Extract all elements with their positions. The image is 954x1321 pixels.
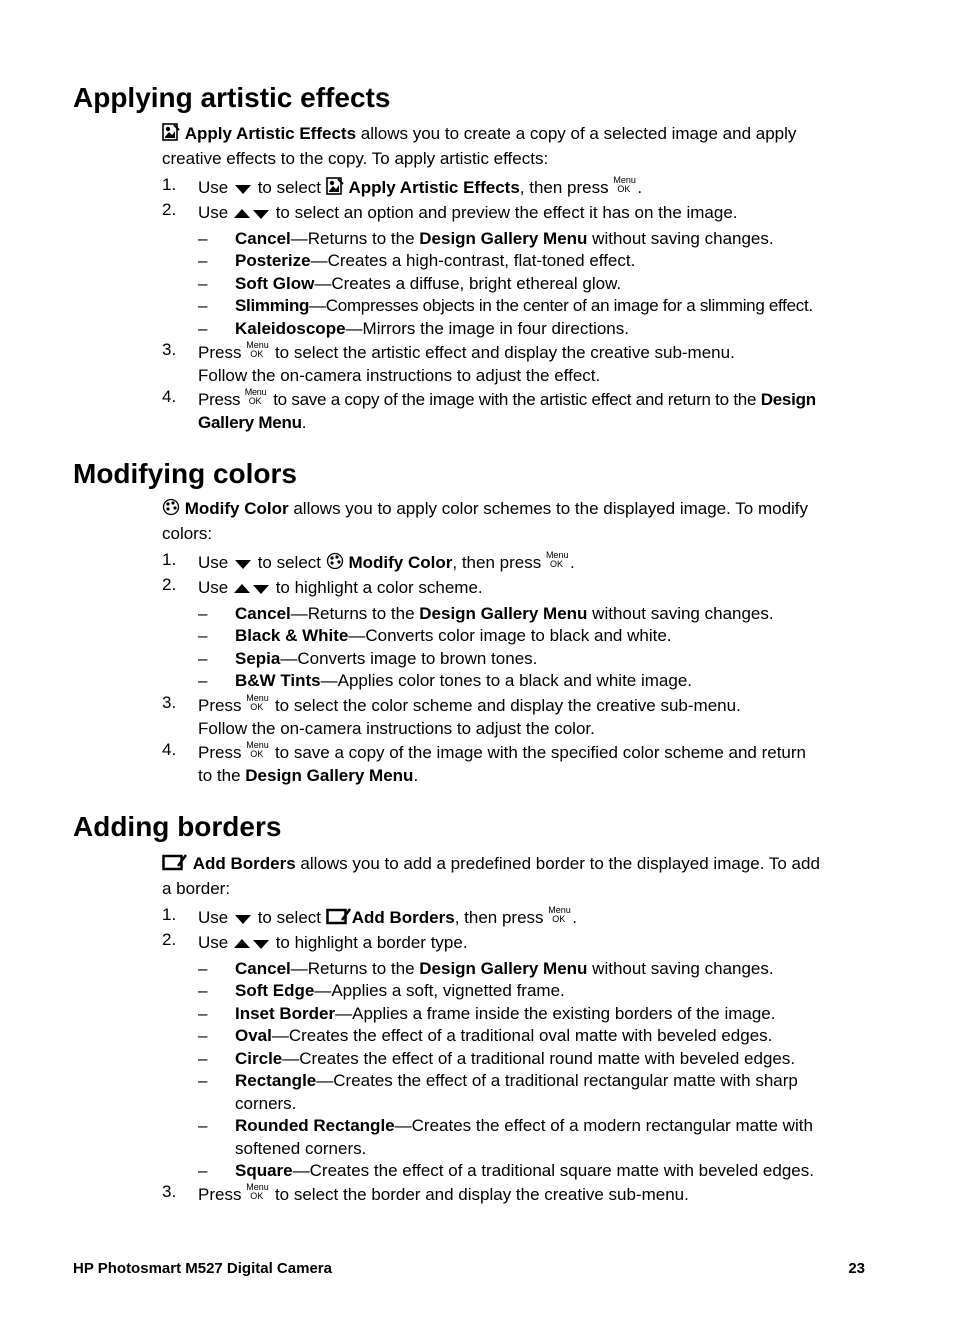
down-arrow-icon — [233, 553, 253, 576]
section-title-modifying-colors: Modifying colors — [73, 458, 297, 489]
menu-ok-button-icon: Menu OK — [246, 693, 269, 712]
section-title-adding-borders: Adding borders — [73, 811, 282, 842]
section-intro: Add Borders allows you to add a predefined border to the displayed image. To add a border: — [162, 854, 820, 898]
artistic-effects-icon — [326, 177, 344, 201]
section-intro: Modify Color allows you to apply color schemes to the displayed image. To modify colors: — [162, 499, 809, 543]
menu-ok-button-icon: Menu OK — [246, 1182, 269, 1201]
section-intro: Apply Artistic Effects allows you to create a copy of a selected image and apply creative effects to the copy. To apply artistic effects: — [162, 124, 797, 168]
down-arrow-icon — [233, 178, 253, 201]
menu-ok-button-icon: Menu OK — [548, 905, 571, 924]
menu-ok-button-icon: Menu OK — [545, 550, 569, 569]
footer-product-name: HP Photosmart M527 Digital Camera — [73, 1260, 332, 1277]
page-number: 23 — [848, 1260, 865, 1277]
artistic-effects-icon — [162, 123, 180, 147]
add-borders-icon — [162, 853, 188, 877]
menu-ok-button-icon: Menu OK — [246, 740, 269, 759]
up-down-arrows-icon — [233, 578, 271, 601]
manual-page: Applying artistic effects Apply Artistic Effects allows you to create a copy of a selected image and apply creative effects to the copy. To apply artistic effects: 1. Use to select Apply Artistic Effects, then press Menu OK . 2. Use to select an option and preview the effect it has on the image. – Cancel—Returns to the Design Gallery Menu without saving changes. – Posterize—Creates a high-contrast, flat-toned effect. – Soft Glow—Creates a diffuse, bright ethereal glow. – Slimming—Compresses objects in the center of an image for a slimming effect. – Kaleidoscope—Mirrors the image in four directions. 3. Press Menu OK to select the artistic effect and display the creative sub-menu. Follow the on-camera instructions to adjust the effect. 4. Press Menu OK to save a copy of the image with the artistic effect and return to the Design Gallery Menu. Modifying colors Modify Color allows you to apply color schemes to the displayed image. To modify colors: 1. Use to select Modify Color, then press Menu OK . 2. Use to highlight a color scheme. – Cancel—Returns to the Design Gallery Menu without saving changes. – Black & White—Converts color image to black and white. – Sepia—Converts image to brown tones. – B&W Tints—Applies color tones to a black and white image. 3. Press Menu OK to select the color scheme and display the creative sub-menu. Follow the on-camera instructions to adjust the color. 4. Press Menu OK to save a copy of the image with the specified color scheme and return to the Design Gallery Menu. Adding borders Add Borders allows you to add a predefined border to the displayed image. To add a border: 1. Use to select Add Borders, then press Menu OK . 2. Use to highlight a border type. – Cancel—Returns to the Design Gallery Menu without saving changes. – Soft Edge—Applies a soft, vignetted frame. – Inset Border—Applies a frame inside the existing borders of the image. – Oval—Creates the effect of a traditional oval matte with beveled edges. – Circle—Creates the effect of a traditional round matte with beveled edges. – Rectangle—Creates the effect of a traditional rectangular matte with sharp corners. – Rounded Rectangle—Creates the effect of a modern rectangular matte with softened corners. – Square—Creates the effect of a traditional square matte with beveled edges. 3. Press Menu OK to select the border and display the creative sub-menu. HP Photosmart M527 Digital Camera 23 — [0, 0, 954, 1321]
menu-ok-button-icon: Menu OK — [613, 175, 636, 194]
modify-color-icon — [326, 552, 344, 576]
menu-ok-button-icon: Menu OK — [246, 340, 269, 359]
add-borders-icon — [326, 907, 352, 931]
section-title-artistic-effects: Applying artistic effects — [73, 82, 391, 113]
up-down-arrows-icon — [233, 933, 271, 956]
up-down-arrows-icon — [233, 203, 271, 226]
menu-ok-button-icon: Menu OK — [244, 387, 267, 406]
down-arrow-icon — [233, 908, 253, 931]
modify-color-icon — [162, 498, 180, 522]
